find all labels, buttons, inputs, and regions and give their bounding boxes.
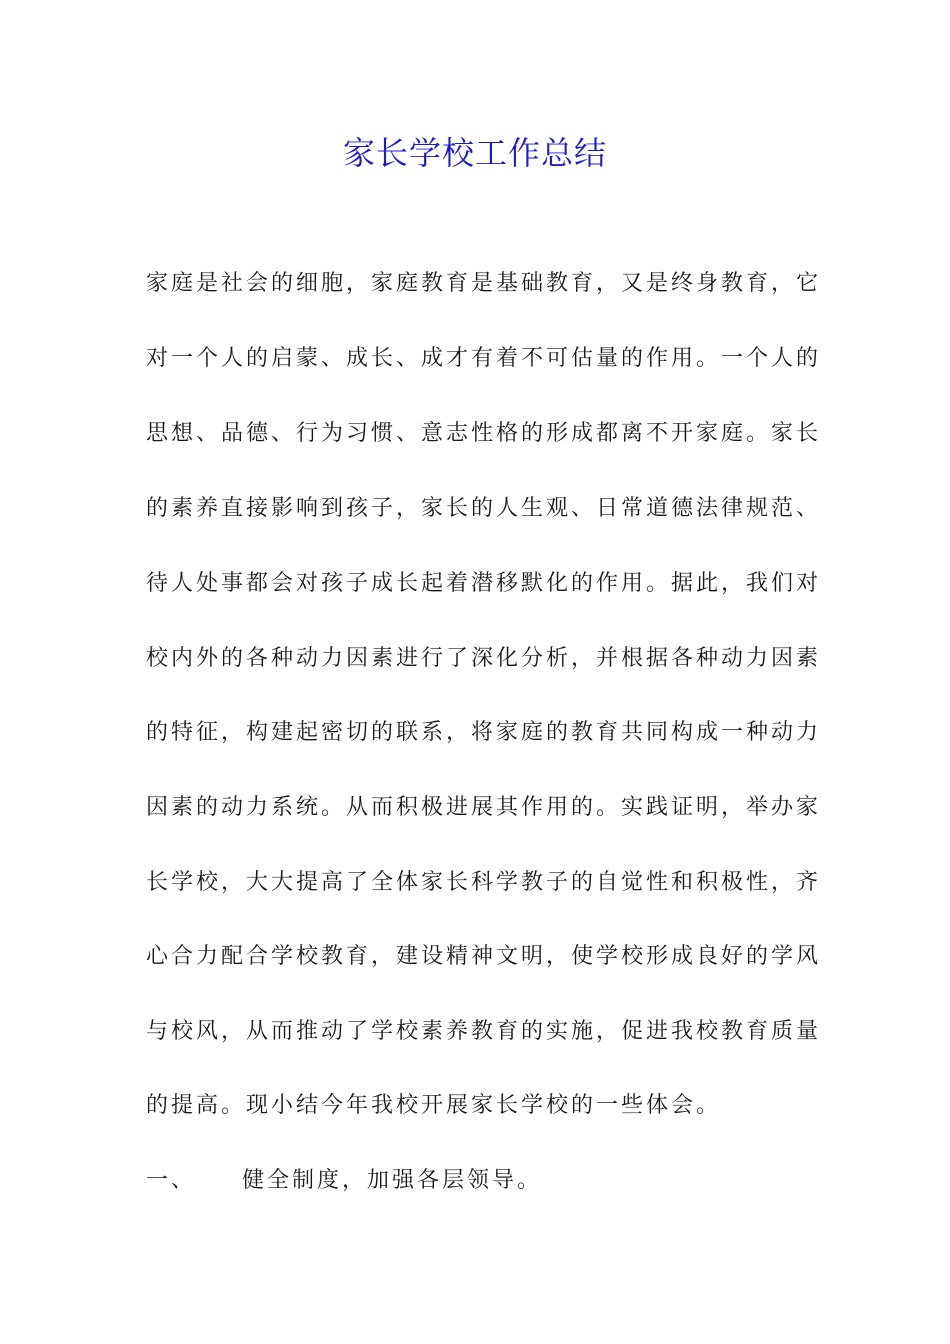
paragraph-line: 与校风，从而推动了学校素养教育的实施，促进我校教育质量 [146, 1019, 822, 1044]
paragraph-line: 心合力配合学校教育，建设精神文明，使学校形成良好的学风 [146, 944, 822, 969]
paragraph-line: 长学校，大大提高了全体家长科学教子的自觉性和积极性，齐 [146, 870, 822, 895]
paragraph-line: 校内外的各种动力因素进行了深化分析，并根据各种动力因素 [146, 646, 822, 671]
paragraph-line: 对一个人的启蒙、成长、成才有着不可估量的作用。一个人的 [146, 346, 822, 371]
section-heading [146, 1161, 542, 1201]
paragraph-line: 的素养直接影响到孩子，家长的人生观、日常道德法律规范、 [146, 496, 822, 521]
paragraph-line: 待人处事都会对孩子成长起着潜移默化的作用。据此，我们对 [146, 571, 822, 596]
paragraph-line: 的提高。现小结今年我校开展家长学校的一些体会。 [146, 1093, 722, 1118]
paragraph-line: 家庭是社会的细胞，家庭教育是基础教育，又是终身教育，它 [146, 271, 822, 296]
paragraph-line: 思想、品德、行为习惯、意志性格的形成都离不开家庭。家长 [146, 421, 822, 446]
document-title: 家长学校工作总结 [342, 134, 607, 172]
section-heading-text: 健全制度，加强各层领导。 [242, 1168, 543, 1193]
paragraph-line: 的特征，构建起密切的联系，将家庭的教育共同构成一种动力 [146, 720, 822, 745]
section-number: 一、 [146, 1168, 197, 1193]
paragraph-line: 因素的动力系统。从而积极进展其作用的。实践证明，举办家 [146, 795, 822, 820]
